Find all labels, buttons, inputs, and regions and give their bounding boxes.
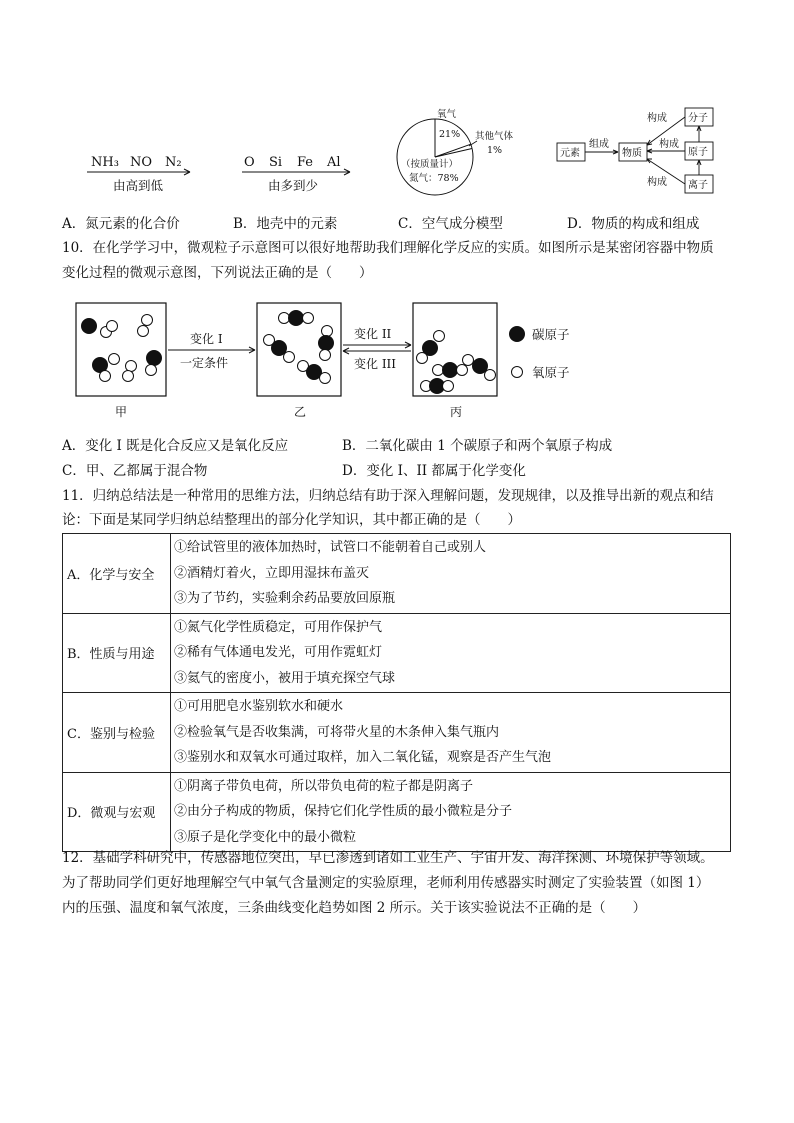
legend-carbon: 碳原子: [532, 327, 570, 342]
figure-b-item: Si: [269, 155, 283, 170]
q11-stem: 11．归纳总结法是一种常用的思维方法，归纳总结有助于深入理解问题，发现规律，以及推导出新的观点和结: [62, 488, 714, 504]
figure-a-item: NH₃: [91, 155, 119, 170]
carbon-atom: [81, 318, 97, 334]
pie-note: （按质量计）: [401, 159, 459, 170]
figure-b-caption: 由多到少: [268, 178, 319, 193]
oxygen-atom: [146, 365, 157, 376]
oxygen-atom: [322, 326, 333, 337]
oxygen-atom: [107, 321, 118, 332]
list-item: ①阴离子带负电荷，所以带负电荷的粒子都是阴离子: [174, 778, 474, 794]
list-item: ②酒精灯着火，立即用湿抹布盖灭: [174, 565, 370, 581]
q11-table: [62, 533, 731, 852]
list-item: ③为了节约，实验剩余药品要放回原瓶: [174, 591, 396, 606]
q10-option-d[interactable]: D．变化 I、II 都属于化学变化: [342, 463, 526, 479]
oxygen-atom: [303, 313, 314, 324]
figure-b-item: Al: [327, 155, 341, 170]
label-ion: 离子: [688, 180, 708, 191]
q10-option-b[interactable]: B．二氧化碳由 1 个碳原子和两个氧原子构成: [342, 438, 613, 454]
label-change2: 变化 II: [354, 327, 392, 341]
carbon-atom: [442, 362, 458, 378]
oxygen-atom: [126, 361, 137, 372]
q10-stem: 10．在化学学习中，微观粒子示意图可以很好地帮助我们理解化学反应的实质。如图所示是某密闭容器中物质: [62, 240, 714, 256]
legend-oxygen-icon: [512, 367, 523, 378]
label-substance: 物质: [622, 148, 642, 159]
label-atom: 原子: [688, 147, 708, 158]
q11-stem: 论：下面是某同学归纳总结整理出的部分化学知识，其中都正确的是（ ）: [62, 512, 521, 528]
legend-oxygen: 氧原子: [532, 365, 570, 380]
box-jia: [76, 303, 166, 396]
list-item: ②检验氧气是否收集满，可将带火星的木条伸入集气瓶内: [174, 724, 500, 740]
category-cell: D．微观与宏观: [63, 772, 171, 852]
pie-divider: [435, 144, 471, 157]
table-row[interactable]: [63, 772, 731, 852]
items-cell: [171, 613, 731, 693]
oxygen-atom: [433, 365, 444, 376]
label-constitute: 构成: [647, 113, 667, 124]
category-cell: C．鉴别与检验: [63, 693, 171, 773]
carbon-atom: [318, 335, 334, 351]
items-cell: [171, 534, 731, 614]
list-item: ③鉴别水和双氧水可通过取样，加入二氧化锰，观察是否产生气泡: [174, 750, 552, 765]
label-yi: 乙: [294, 405, 307, 419]
label-bing: 丙: [450, 405, 463, 419]
figure-a-item: NO: [130, 155, 153, 170]
oxygen-atom: [434, 331, 445, 342]
table-row[interactable]: [63, 534, 731, 614]
label-jia: 甲: [115, 405, 128, 419]
q10-stem: 变化过程的微观示意图，下列说法正确的是（ ）: [62, 265, 373, 281]
list-item: ①可用肥皂水鉴别软水和硬水: [174, 699, 344, 714]
figure-b-crust: [238, 150, 353, 200]
figure-a-item: N₂: [165, 155, 182, 170]
items-cell: [171, 693, 731, 773]
pie-oxygen-pct: 21%: [439, 129, 461, 140]
q12-stem: 内的压强、温度和氧气浓度，三条曲线变化趋势如图 2 所示。关于该实验说法不正确的是（ ）: [62, 900, 647, 916]
items-cell: [171, 772, 731, 852]
figure-a-valence: [85, 150, 200, 200]
list-item: ①给试管里的液体加热时，试管口不能朝着自己或别人: [174, 540, 487, 555]
oxygen-atom: [485, 370, 496, 381]
oxygen-atom: [417, 353, 428, 364]
pie-nitrogen: 氮气：78%: [409, 173, 459, 184]
label-compose: 组成: [589, 139, 609, 150]
figure-b-item: O: [244, 155, 255, 170]
list-item: ③氦气的密度小，被用于填充探空气球: [174, 670, 396, 686]
q12-stem: 12．基础学科研究中，传感器地位突出，早已渗透到诸如工业生产、宇宙开发、海洋探测、环境保护等领域。: [62, 850, 714, 866]
q9-option-b[interactable]: B．地壳中的元素: [233, 216, 338, 232]
carbon-atom: [288, 310, 304, 326]
label-change3: 变化 III: [354, 357, 397, 371]
figure-b-item: Fe: [297, 155, 314, 170]
legend-carbon-icon: [509, 326, 525, 342]
figure-c-air-pie: [395, 105, 530, 210]
label-condition: 一定条件: [180, 356, 229, 370]
list-item: ③原子是化学变化中的最小微粒: [174, 829, 357, 845]
label-constitute: 构成: [659, 139, 679, 150]
q10-option-a[interactable]: A．变化 I 既是化合反应又是氧化反应: [62, 438, 289, 454]
label-element: 元素: [560, 148, 580, 159]
q9-option-a[interactable]: A．氮元素的化合价: [62, 216, 180, 232]
oxygen-atom: [443, 381, 454, 392]
category-cell: A．化学与安全: [63, 534, 171, 614]
carbon-atom: [146, 350, 162, 366]
oxygen-atom: [463, 355, 474, 366]
q10-option-c[interactable]: C．甲、乙都属于混合物: [62, 463, 208, 479]
list-item: ②由分子构成的物质，保持它们化学性质的最小微粒是分子: [174, 804, 513, 819]
q10-diagram: [70, 298, 610, 423]
list-item: ②稀有气体通电发光，可用作霓虹灯: [174, 645, 383, 660]
figure-d-matter: [555, 105, 720, 195]
oxygen-atom: [123, 371, 134, 382]
oxygen-atom: [279, 313, 290, 324]
label-molecule: 分子: [688, 113, 708, 124]
oxygen-atom: [109, 354, 120, 365]
category-cell: B．性质与用途: [63, 613, 171, 693]
oxygen-atom: [320, 373, 331, 384]
oxygen-atom: [100, 371, 111, 382]
oxygen-atom: [142, 315, 153, 326]
q9-option-d[interactable]: D．物质的构成和组成: [567, 216, 700, 232]
pie-divider: [435, 149, 472, 158]
oxygen-atom: [320, 350, 331, 361]
oxygen-atom: [457, 365, 468, 376]
table-row[interactable]: [63, 693, 731, 773]
table-row[interactable]: [63, 613, 731, 693]
list-item: ①氮气化学性质稳定，可用作保护气: [174, 619, 383, 635]
q9-option-c[interactable]: C．空气成分模型: [398, 216, 503, 232]
label-constitute: 构成: [647, 177, 667, 188]
pie-other-label: 其他气体: [475, 131, 514, 142]
pie-other-pct: 1%: [487, 145, 503, 156]
q12-stem: 为了帮助同学们更好地理解空气中氧气含量测定的实验原理，老师利用传感器实时测定了实验装置（如图 1）: [62, 875, 710, 891]
label-change1: 变化 I: [190, 332, 223, 346]
pie-oxygen-label: 氧气: [437, 109, 457, 120]
oxygen-atom: [284, 352, 295, 363]
oxygen-atom: [138, 326, 149, 337]
figure-a-caption: 由高到低: [113, 178, 164, 193]
